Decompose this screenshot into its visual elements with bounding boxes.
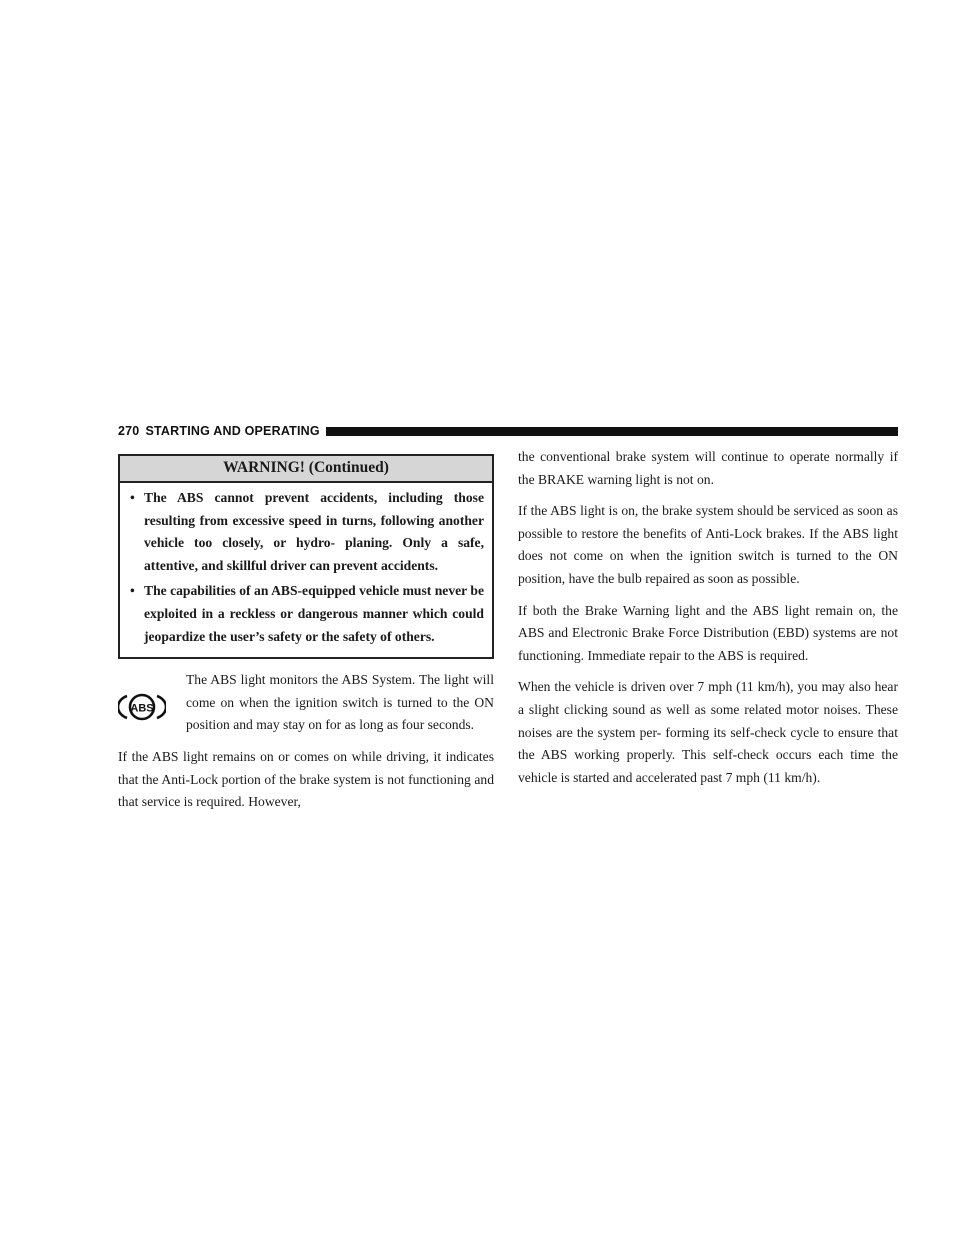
- page-number: 270: [118, 424, 140, 438]
- right-column: [518, 446, 898, 798]
- body-paragraph: If the ABS light remains on or comes on while driving, it indicates that the Anti-Lock portion of the brake system is not functioning and that service is required. However,: [118, 748, 494, 810]
- body-paragraph: If the ABS light is on, the brake system should be serviced as soon as possible to restore the benefits of Anti-Lock brakes. If the ABS light does not come on when the ignition switch is turned to the ON position, have the bulb repaired as soon as possible.: [518, 503, 898, 586]
- running-header: [118, 422, 898, 440]
- abs-icon-label: ABS: [130, 702, 154, 715]
- bullet: •: [130, 490, 135, 505]
- body-paragraph: If both the Brake Warning light and the ABS light remain on, the ABS and Electronic Brake Force Distribution (EBD) systems are not functioning. Immediate repair to the ABS is required.: [518, 602, 898, 663]
- warning-title: WARNING! (Continued): [120, 456, 492, 483]
- body-paragraph: the conventional brake system will continue to operate normally if the BRAKE warning light is not on.: [518, 449, 898, 487]
- abs-light-description: [118, 669, 494, 737]
- abs-light-text: The ABS light monitors the ABS System. The light will come on when the ignition switch is turned to the ON position and may stay on for as long as four seconds.: [186, 672, 494, 733]
- body-paragraph: When the vehicle is driven over 7 mph (11 km/h), you may also hear a slight clicking sound as well as some related motor noises. These noises are the system per- forming its self-check cycle to ensure that the ABS working properly. This self-check occurs each time the vehicle is started and accelerated past 7 mph (11 km/h).: [518, 679, 898, 785]
- warning-body: [120, 483, 492, 657]
- bullet: •: [130, 583, 135, 599]
- abs-warning-light-icon: [118, 693, 166, 721]
- section-title: STARTING AND OPERATING: [145, 424, 320, 438]
- warning-item-text: The ABS cannot prevent accidents, including those resulting from excessive speed in turns, following another vehicle too closely, or hydro- planing. Only a safe, attentive, and skillful driver can prevent accidents.: [144, 490, 484, 573]
- warning-item: [130, 487, 484, 577]
- warning-item: [130, 580, 484, 648]
- left-column: [118, 454, 494, 823]
- header-rule: [326, 427, 898, 436]
- warning-box: [118, 454, 494, 659]
- warning-item-text: The capabilities of an ABS-equipped vehicle must never be exploited in a reckless or dangerous manner which could jeopardize the user’s safety or the safety of others.: [144, 583, 484, 644]
